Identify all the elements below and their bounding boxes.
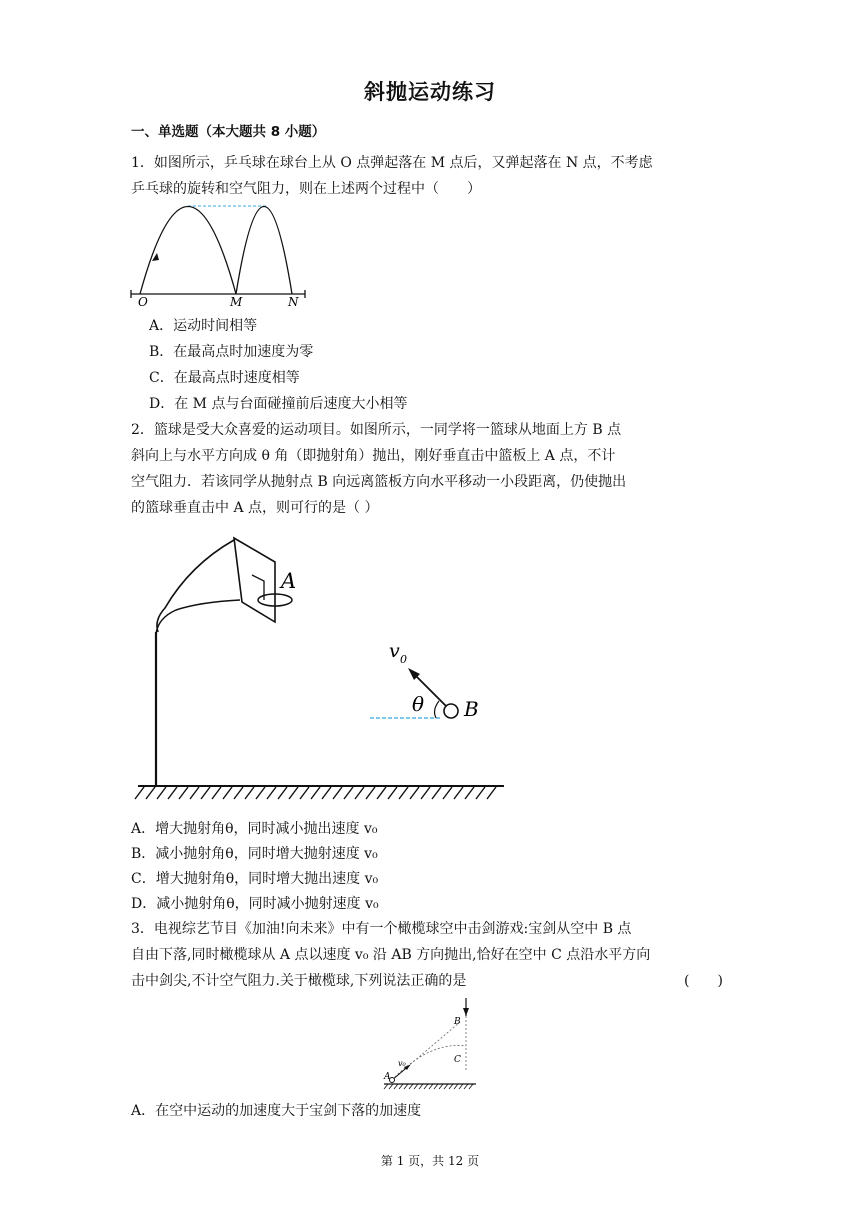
ground-hatch-mark xyxy=(388,787,397,799)
q2-option-b[interactable]: B．减小抛射角θ，同时增大抛射速度 v₀ xyxy=(131,846,378,862)
ground-hatch-mark xyxy=(157,787,166,799)
q2-line-2: 斜向上与水平方向成 θ 角（即抛射角）抛出，刚好垂直击中篮板上 A 点，不计 xyxy=(131,448,616,464)
q2-line-4: 的篮球垂直击中 A 点，则可行的是（ ） xyxy=(131,500,379,516)
q2-option-d[interactable]: D．减小抛射角θ，同时减小抛射速度 v₀ xyxy=(131,896,379,912)
q1-label-n: N xyxy=(288,295,299,309)
ground-hatch-mark xyxy=(399,1084,403,1089)
ground-hatch-mark xyxy=(421,787,430,799)
q1-option-a[interactable]: A．运动时间相等 xyxy=(149,318,258,334)
ground-hatch-mark xyxy=(487,787,496,799)
q3-line-3: 击中剑尖,不计空气阻力.关于橄榄球,下列说法正确的是 xyxy=(131,973,467,989)
ground-hatch-mark xyxy=(234,787,243,799)
ground-hatch-mark xyxy=(344,787,353,799)
ground-hatch-mark xyxy=(389,1084,393,1089)
ground-hatch-mark xyxy=(394,1084,398,1089)
ground-hatch-mark xyxy=(212,787,221,799)
ground-hatch-mark xyxy=(476,787,485,799)
ground-hatch-mark xyxy=(256,787,265,799)
q1-option-d[interactable]: D．在 M 点与台面碰撞前后速度大小相等 xyxy=(149,396,408,412)
q1-label-o: O xyxy=(138,295,148,309)
q3-label-a: A xyxy=(384,1072,391,1082)
page-footer: 第 1 页，共 12 页 xyxy=(380,1154,480,1168)
ground-hatch-mark xyxy=(179,787,188,799)
ground-hatch-mark xyxy=(146,787,155,799)
ground-hatch-mark xyxy=(410,787,419,799)
ground-hatch-mark xyxy=(278,787,287,799)
q3-answer-bracket: ( ) xyxy=(684,973,723,989)
ground-hatch-mark xyxy=(377,787,386,799)
q1-line-1: 1．如图所示，乒乓球在球台上从 O 点弹起落在 M 点后，又弹起落在 N 点，不考虑 xyxy=(131,155,653,171)
ground-hatch-mark xyxy=(465,787,474,799)
q3-figure xyxy=(380,994,480,1094)
ground-hatch-mark xyxy=(409,1084,413,1089)
q1-option-b[interactable]: B．在最高点时加速度为零 xyxy=(149,344,314,360)
ground-hatch-mark xyxy=(469,1084,473,1089)
ground-hatch-mark xyxy=(439,1084,443,1089)
ground-hatch-mark xyxy=(454,1084,458,1089)
ground-hatch-mark xyxy=(419,1084,423,1089)
ground-hatch-mark xyxy=(300,787,309,799)
q3-line-1: 3．电视综艺节目《加油!向未来》中有一个橄榄球空中击剑游戏:宝剑从空中 B 点 xyxy=(131,921,632,937)
ground-hatch-mark xyxy=(223,787,232,799)
ground-hatch-mark xyxy=(459,1084,463,1089)
ground-hatch-mark xyxy=(168,787,177,799)
section-heading: 一、单选题（本大题共 8 小题） xyxy=(131,124,326,140)
q3-option-a[interactable]: A．在空中运动的加速度大于宝剑下落的加速度 xyxy=(131,1103,422,1119)
q3-label-b: B xyxy=(454,1017,461,1027)
ground-hatch-mark xyxy=(311,787,320,799)
q2-figure xyxy=(130,520,510,805)
q2-option-c[interactable]: C．增大抛射角θ，同时增大抛出速度 v₀ xyxy=(131,871,379,887)
ground-hatch-mark xyxy=(432,787,441,799)
ground-hatch-mark xyxy=(190,787,199,799)
ground-hatch-mark xyxy=(366,787,375,799)
ground-hatch-mark xyxy=(355,787,364,799)
ground-hatch-mark xyxy=(404,1084,408,1089)
q1-label-m: M xyxy=(230,295,243,309)
q2-label-v0-sub: 0 xyxy=(400,653,407,666)
ground-hatch-mark xyxy=(201,787,210,799)
q1-line-2: 乒乓球的旋转和空气阻力，则在上述两个过程中（ ） xyxy=(131,181,481,197)
q3-label-v0: v₀ xyxy=(398,1059,406,1068)
ground-hatch-mark xyxy=(267,787,276,799)
ground-hatch-mark xyxy=(444,1084,448,1089)
ground-hatch-mark xyxy=(135,787,144,799)
ground-hatch-mark xyxy=(289,787,298,799)
ground-hatch-mark xyxy=(384,1084,388,1089)
ground-hatch-mark xyxy=(424,1084,428,1089)
q3-label-c: C xyxy=(454,1055,461,1065)
q1-figure xyxy=(128,198,308,308)
q2-label-a: A xyxy=(281,569,297,593)
ground-hatch-mark xyxy=(414,1084,418,1089)
q1-option-c[interactable]: C．在最高点时速度相等 xyxy=(149,370,300,386)
ground-hatch-mark xyxy=(454,787,463,799)
ground-hatch-mark xyxy=(449,1084,453,1089)
q2-label-b: B xyxy=(464,697,479,721)
ground-hatch-mark xyxy=(399,787,408,799)
q2-line-1: 2．篮球是受大众喜爱的运动项目。如图所示，一同学将一篮球从地面上方 B 点 xyxy=(131,422,622,438)
q2-line-3: 空气阻力．若该同学从抛射点 B 向远离篮板方向水平移动一小段距离，仍使抛出 xyxy=(131,474,627,490)
q2-label-v0: v xyxy=(389,640,400,662)
ground-hatch-mark xyxy=(333,787,342,799)
ground-hatch-mark xyxy=(464,1084,468,1089)
q3-line-2: 自由下落,同时橄榄球从 A 点以速度 v₀ 沿 AB 方向抛出,恰好在空中 C 点沿水平方向 xyxy=(131,947,651,963)
ground-hatch-mark xyxy=(434,1084,438,1089)
q2-label-theta: θ xyxy=(412,692,425,716)
q2-option-a[interactable]: A．增大抛射角θ，同时减小抛出速度 v₀ xyxy=(131,821,378,837)
ground-hatch-mark xyxy=(245,787,254,799)
page-title: 斜抛运动练习 xyxy=(364,80,496,104)
ground-hatch-mark xyxy=(429,1084,433,1089)
ground-hatch-mark xyxy=(443,787,452,799)
ground-hatch-mark xyxy=(322,787,331,799)
